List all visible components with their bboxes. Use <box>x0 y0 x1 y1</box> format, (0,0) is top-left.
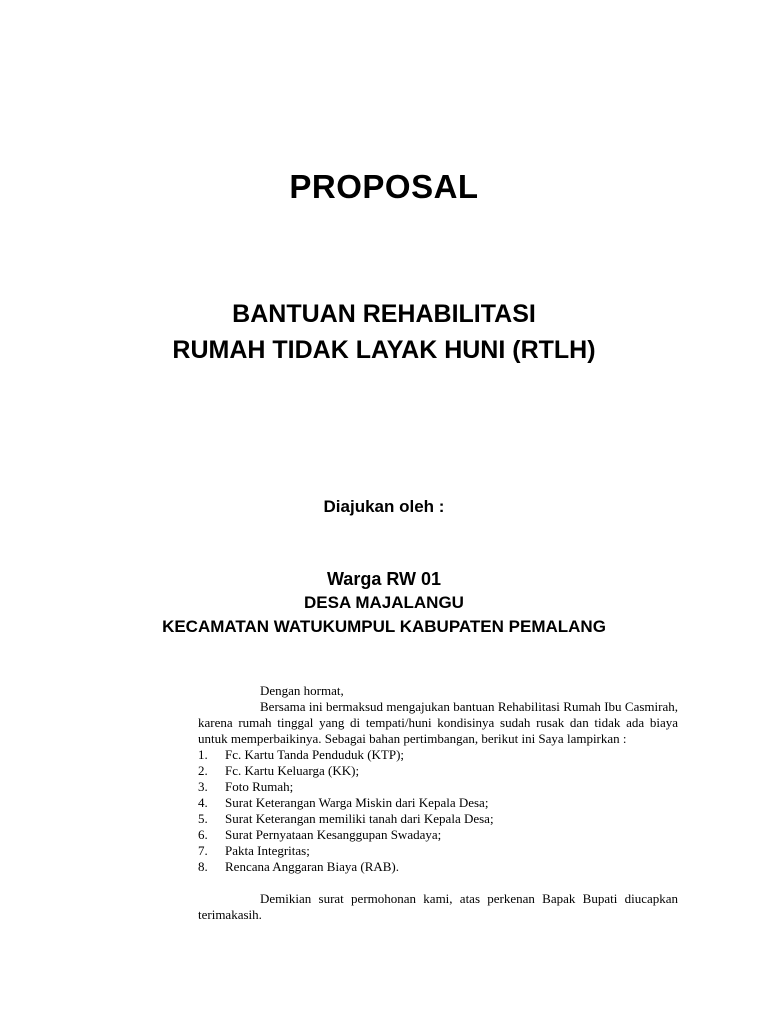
list-item-text: Rencana Anggaran Biaya (RAB). <box>225 859 400 874</box>
list-item-number: 8. <box>198 859 208 874</box>
list-item-text: Surat Keterangan Warga Miskin dari Kepala Desa; <box>225 795 489 810</box>
document-subtitle <box>0 296 768 368</box>
list-item <box>198 747 678 763</box>
subtitle-line-1: BANTUAN REHABILITASI <box>232 300 536 328</box>
list-item-number: 5. <box>198 811 208 826</box>
submitted-by-label: Diajukan oleh : <box>323 497 445 516</box>
list-item <box>198 795 678 811</box>
submitter-block <box>0 567 768 639</box>
list-item-number: 6. <box>198 827 208 842</box>
list-item-number: 2. <box>198 763 208 778</box>
list-item-text: Surat Keterangan memiliki tanah dari Kepala Desa; <box>225 811 494 826</box>
list-item-text: Foto Rumah; <box>225 779 294 794</box>
letter-closing: Demikian surat permohonan kami, atas perkenan Bapak Bupati diucapkan terimakasih. <box>198 891 678 922</box>
list-item-number: 4. <box>198 795 208 810</box>
list-item-number: 7. <box>198 843 208 858</box>
list-item <box>198 763 678 779</box>
submitter-line-2: DESA MAJALANGU <box>304 593 464 612</box>
submitter-line-3: KECAMATAN WATUKUMPUL KABUPATEN PEMALANG <box>162 617 606 636</box>
subtitle-line-2: RUMAH TIDAK LAYAK HUNI (RTLH) <box>172 336 596 364</box>
letter-paragraph: Bersama ini bermaksud mengajukan bantuan Rehabilitasi Rumah Ibu Casmirah, karena rumah tinggal yang di tempati/huni kondisinya sudah rusak dan tidak ada biaya untuk memperbaikinya. Sebagai bahan pertimbangan, berikut ini Saya lampirkan : <box>198 699 678 746</box>
list-item-number: 1. <box>198 747 208 762</box>
list-item-text: Fc. Kartu Tanda Penduduk (KTP); <box>225 747 405 762</box>
document-title: PROPOSAL <box>289 168 479 205</box>
list-item <box>198 827 678 843</box>
submitter-line-1: Warga RW 01 <box>326 569 442 589</box>
attachment-list <box>198 747 678 875</box>
list-item-text: Surat Pernyataan Kesanggupan Swadaya; <box>225 827 442 842</box>
paragraph-spacer <box>198 875 678 891</box>
letter-body <box>198 683 678 923</box>
list-item <box>198 811 678 827</box>
list-item-text: Pakta Integritas; <box>225 843 310 858</box>
list-item <box>198 843 678 859</box>
letter-greeting: Dengan hormat, <box>260 683 344 698</box>
list-item-text: Fc. Kartu Keluarga (KK); <box>225 763 360 778</box>
list-item-number: 3. <box>198 779 208 794</box>
list-item <box>198 859 678 875</box>
list-item <box>198 779 678 795</box>
